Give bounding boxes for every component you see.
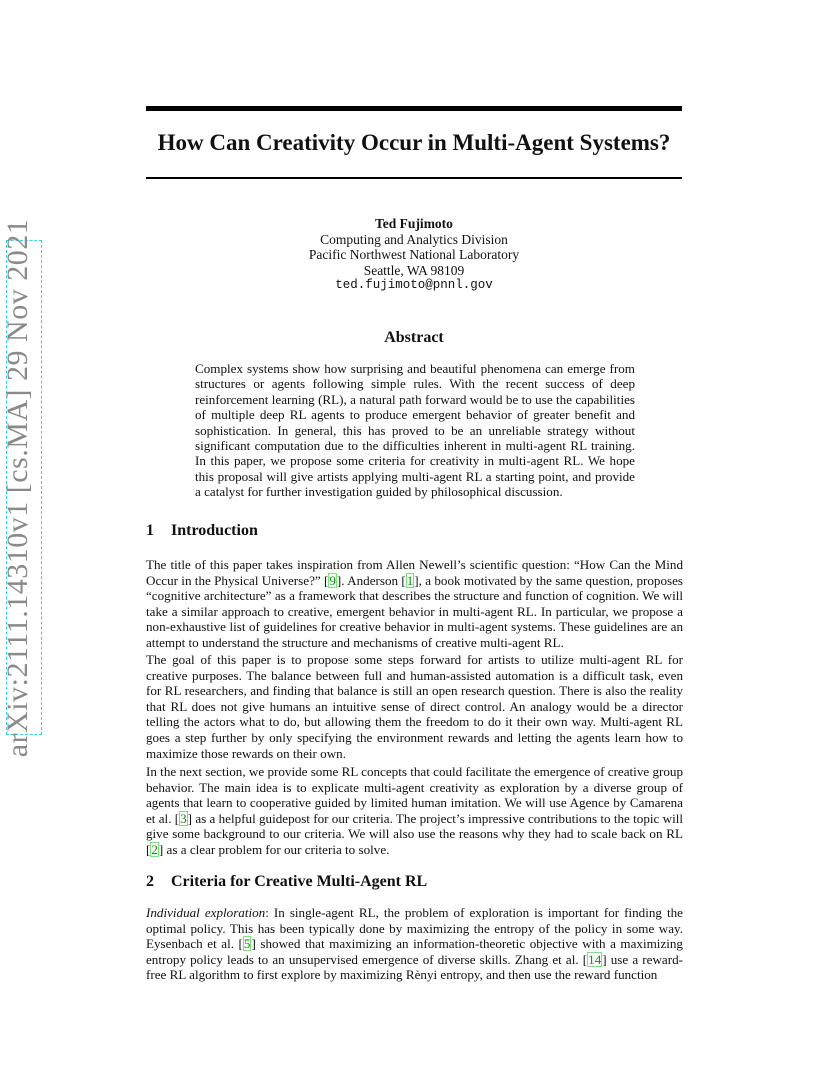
title-top-rule (146, 106, 682, 111)
author-email[interactable]: ted.fujimoto@pnnl.gov (335, 278, 493, 292)
citation-link[interactable]: 5 (243, 936, 251, 952)
intro-paragraph-3 (146, 764, 683, 858)
arxiv-stamp: arXiv:2111.14310v1 [cs.MA] 29 Nov 2021 (1, 218, 34, 758)
text-run: : In single-agent RL, the problem of exploration is important for finding the optimal policy. This has been typically done by maximizing the entropy of the policy in some way. Eysenbach et al. [ (146, 905, 683, 952)
title-bottom-rule (146, 177, 682, 179)
author-city: Seattle, WA 98109 (363, 262, 465, 278)
intro-paragraph-2: The goal of this paper is to propose some steps forward for artists to utilize multi-agent RL for creative purposes. The balance between full and human-assisted automation is a difficult task, even for RL researchers, and finding that balance is still an open research question. There is also the reality that RL does not give humans an intuitive sense of direct control. An analogy would be a director telling the actors what to do, but allowing them the freedom to do it their own way. Multi-agent RL goes a step further by only specifying the environment rewards and letting the agents learn how to maximize those rewards on their own. (146, 652, 683, 761)
abstract-heading: Abstract (384, 329, 444, 346)
author-name: Ted Fujimoto (375, 216, 453, 231)
text-run: In the next section, we provide some RL concepts that could facilitate the emergence of creative group behavior. The main idea is to explicate multi-agent creativity as exploration by a diverse group of agents that learn to cooperative guided by limited human imitation. We will use Agence by Camarena et al. [ (146, 764, 684, 826)
section-heading-introduction (146, 521, 682, 541)
paper-title: How Can Creativity Occur in Multi-Agent Systems? (157, 130, 671, 155)
citation-link[interactable]: 2 (151, 841, 158, 857)
intro-paragraph-1 (146, 557, 683, 651)
criteria-paragraph-1 (146, 905, 683, 983)
paragraph-lead: Individual exploration (146, 905, 266, 920)
citation-link[interactable]: 14 (588, 951, 602, 967)
text-run: The title of this paper takes inspiration from Allen Newell’s scientific question: “How Can the Mind Occur in the Physical Universe?” [ (146, 557, 683, 588)
author-block (214, 216, 614, 294)
text-run: ] use a reward-free RL algorithm to first explore by maximizing Rènyi entropy, and then use the reward function (146, 951, 683, 983)
citation-link[interactable]: 3 (180, 810, 187, 826)
text-run: ] as a helpful guidepost for our criteria. The project’s impressive contributions to the topic will give some background to our criteria. We will also use the reasons why they had to scale back on RL [ (146, 810, 683, 857)
author-lab: Pacific Northwest National Laboratory (308, 247, 520, 262)
section-heading-criteria (146, 872, 682, 892)
section-number: 1 (146, 522, 154, 539)
citation-link[interactable]: 9 (329, 572, 336, 588)
text-run: ]. Anderson [ (336, 572, 406, 588)
citation-link[interactable]: 1 (406, 572, 414, 588)
text-run: ], a book motivated by the same question, proposes “cognitive architecture” as a framework that describes the structure and function of cognition. We will take a similar approach to creative, emergent behavior in multi-agent RL. In particular, we propose a non-exhaustive list of guidelines for creative behavior in multi-agent systems. These guidelines are an attempt to understand the structure and mechanisms of creative multi-agent RL. (146, 572, 684, 650)
author-division: Computing and Analytics Division (320, 231, 508, 247)
section-number: 2 (146, 873, 154, 890)
section-title: Criteria for Creative Multi-Agent RL (171, 873, 428, 890)
text-run: ] showed that maximizing an information-theoretic objective with a maximizing entropy policy leads to an unsupervised emergence of diverse skills. Zhang et al. [ (146, 936, 683, 967)
text-run: ] as a clear problem for our criteria to solve. (158, 841, 390, 857)
section-title: Introduction (171, 522, 258, 539)
abstract-body: Complex systems show how surprising and beautiful phenomena can emerge from structures or agents following simple rules. With the recent success of deep reinforcement learning (RL), a natural path forward would be to use the capabilities of multiple deep RL agents to produce emergent behavior of greater benefit and sophistication. In general, this has proved to be an unreliable strategy without significant computation due to the difficulties inherent in multi-agent RL training. In this paper, we propose some criteria for creativity in multi-agent RL. We hope this proposal will give artists applying multi-agent RL a starting point, and provide a catalyst for further investigation guided by philosophical discussion. (195, 361, 635, 500)
